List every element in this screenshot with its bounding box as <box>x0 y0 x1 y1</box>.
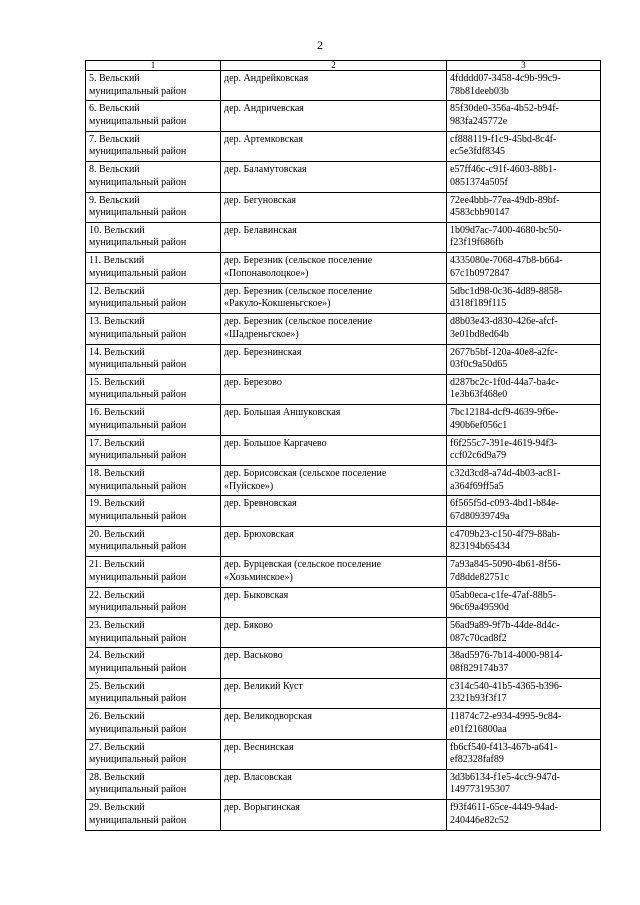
guid-cell: c4709b23-c150-4f79-88ab- 823194b65434 <box>447 526 601 556</box>
guid-cell: 7bc12184-dcf9-4639-9f6e- 490b6ef056c1 <box>447 405 601 435</box>
settlement-cell: дер. Великий Куст <box>221 678 447 708</box>
table-row <box>86 526 601 556</box>
district-cell: 18. Вельский муниципальный район <box>86 466 221 496</box>
district-cell: 15. Вельский муниципальный район <box>86 374 221 404</box>
settlement-cell: дер. Березник (сельское поселение «Ракуло-Кокшеньгское») <box>221 283 447 313</box>
table-row <box>86 344 601 374</box>
table-row <box>86 618 601 648</box>
guid-cell: d8b03e43-d830-426e-afcf- 3e01bd8ed64b <box>447 314 601 344</box>
guid-cell: 4fdddd07-3458-4c9b-99c9- 78b81deeb03b <box>447 71 601 101</box>
guid-cell: 6f565f5d-c093-4bd1-b84e- 67d80939749a <box>447 496 601 526</box>
district-cell: 8. Вельский муниципальный район <box>86 162 221 192</box>
district-cell: 17. Вельский муниципальный район <box>86 435 221 465</box>
guid-cell: 5dbc1d98-0c36-4d89-8858- d318f189f115 <box>447 283 601 313</box>
table-row <box>86 800 601 830</box>
district-cell: 9. Вельский муниципальный район <box>86 192 221 222</box>
table-row <box>86 466 601 496</box>
district-cell: 16. Вельский муниципальный район <box>86 405 221 435</box>
settlement-cell: дер. Белавинская <box>221 222 447 252</box>
settlement-cell: дер. Андрейковская <box>221 71 447 101</box>
guid-cell: 7a93a845-5090-4b61-8f56- 7d8dde82751c <box>447 557 601 587</box>
guid-cell: fb6cf540-f413-467b-a641- ef82328faf89 <box>447 739 601 769</box>
settlement-cell: дер. Великодворская <box>221 709 447 739</box>
settlement-cell: дер. Артемковская <box>221 131 447 161</box>
district-cell: 5. Вельский муниципальный район <box>86 71 221 101</box>
district-cell: 20. Вельский муниципальный район <box>86 526 221 556</box>
table-row <box>86 222 601 252</box>
table-row <box>86 162 601 192</box>
district-cell: 11. Вельский муниципальный район <box>86 253 221 283</box>
guid-cell: f6f255c7-391e-4619-94f3- ccf02c6d9a79 <box>447 435 601 465</box>
table-row <box>86 557 601 587</box>
table-row <box>86 739 601 769</box>
district-cell: 14. Вельский муниципальный район <box>86 344 221 374</box>
guid-cell: 4335080e-7068-47b8-b664- 67c1b0972847 <box>447 253 601 283</box>
settlement-cell: дер. Васьково <box>221 648 447 678</box>
table-row <box>86 131 601 161</box>
guid-cell: 05ab0eca-c1fe-47af-88b5- 96c69a49590d <box>447 587 601 617</box>
table-row <box>86 101 601 131</box>
table-body <box>86 71 601 831</box>
settlement-cell: дер. Ворыгинская <box>221 800 447 830</box>
guid-cell: 56ad9a89-9f7b-44de-8d4c- 087c70cad8f2 <box>447 618 601 648</box>
settlement-cell: дер. Бяково <box>221 618 447 648</box>
settlement-cell: дер. Бревновская <box>221 496 447 526</box>
settlement-cell: дер. Березово <box>221 374 447 404</box>
district-cell: 23. Вельский муниципальный район <box>86 618 221 648</box>
settlement-registry-table <box>85 60 601 831</box>
table-header-row <box>86 61 601 71</box>
district-cell: 24. Вельский муниципальный район <box>86 648 221 678</box>
guid-cell: 2677b5bf-120a-40e8-a2fc- 03f0c9a50d65 <box>447 344 601 374</box>
guid-cell: e57ff46c-c91f-4603-88b1- 0851374a505f <box>447 162 601 192</box>
guid-cell: f93f4611-65ce-4449-94ad- 240446e82c52 <box>447 800 601 830</box>
district-cell: 6. Вельский муниципальный район <box>86 101 221 131</box>
settlement-cell: дер. Власовская <box>221 769 447 799</box>
district-cell: 19. Вельский муниципальный район <box>86 496 221 526</box>
settlement-cell: дер. Большое Каргачево <box>221 435 447 465</box>
settlement-cell: дер. Брюховская <box>221 526 447 556</box>
table-row <box>86 405 601 435</box>
table-row <box>86 587 601 617</box>
district-cell: 10. Вельский муниципальный район <box>86 222 221 252</box>
table-row <box>86 678 601 708</box>
settlement-cell: дер. Большая Аншуковская <box>221 405 447 435</box>
settlement-cell: дер. Баламутовская <box>221 162 447 192</box>
table-row <box>86 283 601 313</box>
column-header-1: 1 <box>86 61 221 71</box>
table-row <box>86 374 601 404</box>
column-header-3: 3 <box>447 61 601 71</box>
settlement-cell: дер. Андричевская <box>221 101 447 131</box>
guid-cell: 1b09d7ac-7400-4680-bc50- f23f19f686fb <box>447 222 601 252</box>
table-row <box>86 496 601 526</box>
district-cell: 7. Вельский муниципальный район <box>86 131 221 161</box>
district-cell: 12. Вельский муниципальный район <box>86 283 221 313</box>
table-row <box>86 435 601 465</box>
column-header-2: 2 <box>221 61 447 71</box>
district-cell: 26. Вельский муниципальный район <box>86 709 221 739</box>
guid-cell: 72ee4bbb-77ea-49db-89bf- 4583cbb90147 <box>447 192 601 222</box>
guid-cell: c314c540-41b5-4365-b396- 2321b93f3f17 <box>447 678 601 708</box>
guid-cell: c32d3cd8-a74d-4b03-ac81- a364f69ff5a5 <box>447 466 601 496</box>
table-row <box>86 192 601 222</box>
district-cell: 27. Вельский муниципальный район <box>86 739 221 769</box>
settlement-cell: дер. Бурцевская (сельское поселение «Хозьминское») <box>221 557 447 587</box>
district-cell: 13. Вельский муниципальный район <box>86 314 221 344</box>
guid-cell: d287bc2c-1f0d-44a7-ba4c- 1e3b63f468e0 <box>447 374 601 404</box>
settlement-cell: дер. Березник (сельское поселение «Шадреньгское») <box>221 314 447 344</box>
settlement-cell: дер. Бегуновская <box>221 192 447 222</box>
guid-cell: 3d3b6134-f1e5-4cc9-947d- 149773195307 <box>447 769 601 799</box>
page-number: 2 <box>317 38 323 52</box>
table-row <box>86 648 601 678</box>
settlement-cell: дер. Веснинская <box>221 739 447 769</box>
settlement-cell: дер. Березник (сельское поселение «Попонаволоцкое») <box>221 253 447 283</box>
district-cell: 21. Вельский муниципальный район <box>86 557 221 587</box>
guid-cell: 38ad5976-7b14-4000-9814- 08f829174b37 <box>447 648 601 678</box>
settlement-cell: дер. Борисовская (сельское поселение «Пуйское») <box>221 466 447 496</box>
district-cell: 25. Вельский муниципальный район <box>86 678 221 708</box>
district-cell: 29. Вельский муниципальный район <box>86 800 221 830</box>
table-row <box>86 71 601 101</box>
district-cell: 22. Вельский муниципальный район <box>86 587 221 617</box>
guid-cell: 85f30de0-356a-4b52-b94f- 983fa245772e <box>447 101 601 131</box>
table-row <box>86 709 601 739</box>
settlement-cell: дер. Березнинская <box>221 344 447 374</box>
settlement-cell: дер. Быковская <box>221 587 447 617</box>
district-cell: 28. Вельский муниципальный район <box>86 769 221 799</box>
table-row <box>86 253 601 283</box>
table-row <box>86 314 601 344</box>
guid-cell: 11874c72-e934-4995-9c84- e01f216800aa <box>447 709 601 739</box>
guid-cell: cf888119-f1c9-45bd-8c4f- ec5e3fdf8345 <box>447 131 601 161</box>
table-row <box>86 769 601 799</box>
